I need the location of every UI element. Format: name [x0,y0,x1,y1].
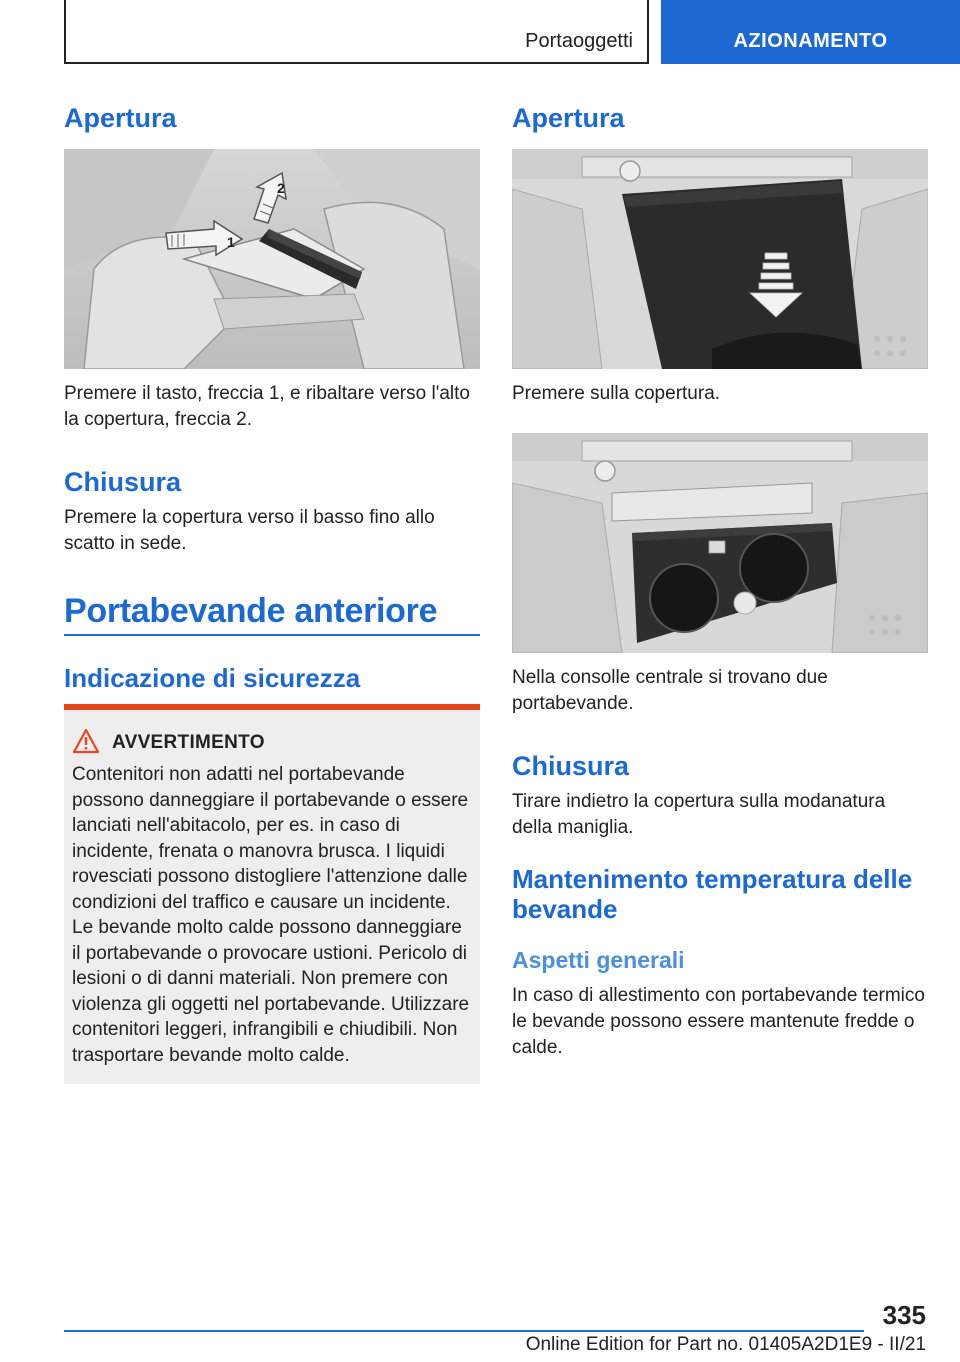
photo-console-cupholders [512,433,928,653]
arrow-label-1: 1 [227,234,235,250]
header-section-tab [64,0,649,64]
warning-text: Contenitori non adatti nel portabevande possono danneggiare il portabevande o essere lanciati nell'abitacolo, per es. in caso di incidente, frenata o manovra brusca. I liquidi rovesciati possono distogliere l'attenzione dalle condizioni del traffico e causare un incidente. Le bevande molto calde possono danneggiare il portabevande o provocare ustioni. Pericolo di lesioni o di danni materiali. Non premere con violenza gli oggetti nel portabevande. Utilizzare contenitori leggeri, infrangibili e chiudibili. Non trasportare bevande molto calde. [72,764,470,1066]
text-aspetti-generali: In caso di allestimento con portabevande termico le bevande possono essere mantenute fredde o calde. [512,985,925,1058]
text-chiusura-left: Premere la copertura verso il basso fino allo scatto in sede. [64,507,435,554]
heading-apertura-left: Apertura [64,103,177,133]
heading-sicurezza: Indicazione di sicurezza [64,663,361,693]
photo-rear-armrest [64,149,480,369]
heading-portabevande: Portabevande anteriore [64,592,438,630]
warning-title: AVVERTIMENTO [112,732,265,753]
warning-triangle-icon [72,728,100,754]
heading-chiusura-right: Chiusura [512,751,630,781]
footer-rule [64,1330,864,1332]
warning-bar [64,704,480,710]
warning-box [64,704,480,1084]
page-number: 335 [882,1300,926,1330]
footer-edition: Online Edition for Part no. 01405A2D1E9 - II/21 [525,1334,926,1355]
caption-console: Nella consolle centrale si trovano due portabevande. [512,667,828,714]
heading-rule [64,634,480,636]
photo-console-cover [512,149,928,369]
caption-apertura-left: Premere il tasto, freccia 1, e ribaltare verso l'alto la copertura, freccia 2. [64,383,470,430]
heading-apertura-right: Apertura [512,103,625,133]
heading-aspetti-generali: Aspetti generali [512,947,685,973]
text-chiusura-right: Tirare indietro la copertura sulla modanatura della maniglia. [512,791,886,838]
header-section-title: Portaoggetti [525,30,633,52]
header-chapter-title: AZIONAMENTO [733,30,888,52]
heading-temperatura: Mantenimento temperatura delle bevande [512,864,913,924]
header-chapter-tab [661,0,960,64]
caption-apertura-right: Premere sulla copertura. [512,383,721,404]
arrow-label-2: 2 [277,180,285,196]
heading-chiusura-left: Chiusura [64,467,182,497]
